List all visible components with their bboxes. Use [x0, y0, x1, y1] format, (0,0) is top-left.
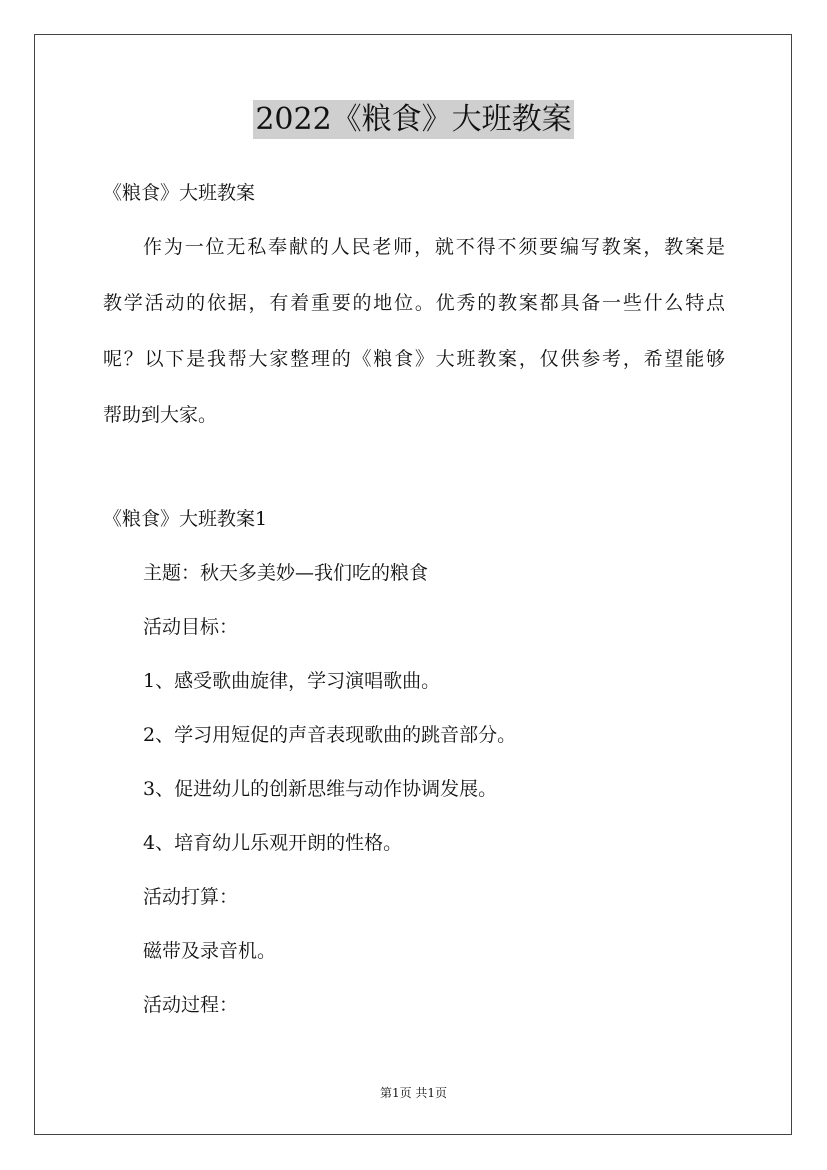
list-item: 4、培育幼儿乐观开朗的性格。 — [143, 832, 403, 854]
intro-line: 作为一位无私奉献的人民老师，就不得不须要编写教案，教案是 — [143, 236, 725, 258]
intro-line: 帮助到大家。 — [103, 404, 218, 426]
list-item: 主题：秋天多美妙—我们吃的粮食 — [143, 562, 429, 584]
document-title: 2022《粮食》大班教案 — [255, 102, 572, 137]
intro-line: 呢？以下是我帮大家整理的《粮食》大班教案，仅供参考，希望能够 — [103, 348, 725, 370]
document-title-wrapper — [0, 100, 827, 140]
intro-line: 教学活动的依据，有着重要的地位。优秀的教案都具备一些什么特点 — [103, 292, 725, 314]
list-item: 活动打算： — [143, 886, 239, 908]
list-item: 活动过程： — [143, 994, 239, 1016]
list-item: 3、促进幼儿的创新思维与动作协调发展。 — [143, 778, 498, 800]
list-item: 活动目标： — [143, 616, 239, 638]
list-item: 1、感受歌曲旋律，学习演唱歌曲。 — [143, 670, 441, 692]
section-heading: 《粮食》大班教案1 — [103, 508, 268, 530]
document-subtitle: 《粮食》大班教案 — [103, 182, 256, 204]
list-item: 磁带及录音机。 — [143, 940, 277, 962]
page-footer: 第1页 共1页 — [379, 1086, 448, 1100]
intro-paragraph — [103, 235, 725, 459]
list-item: 2、学习用短促的声音表现歌曲的跳音部分。 — [143, 724, 517, 746]
